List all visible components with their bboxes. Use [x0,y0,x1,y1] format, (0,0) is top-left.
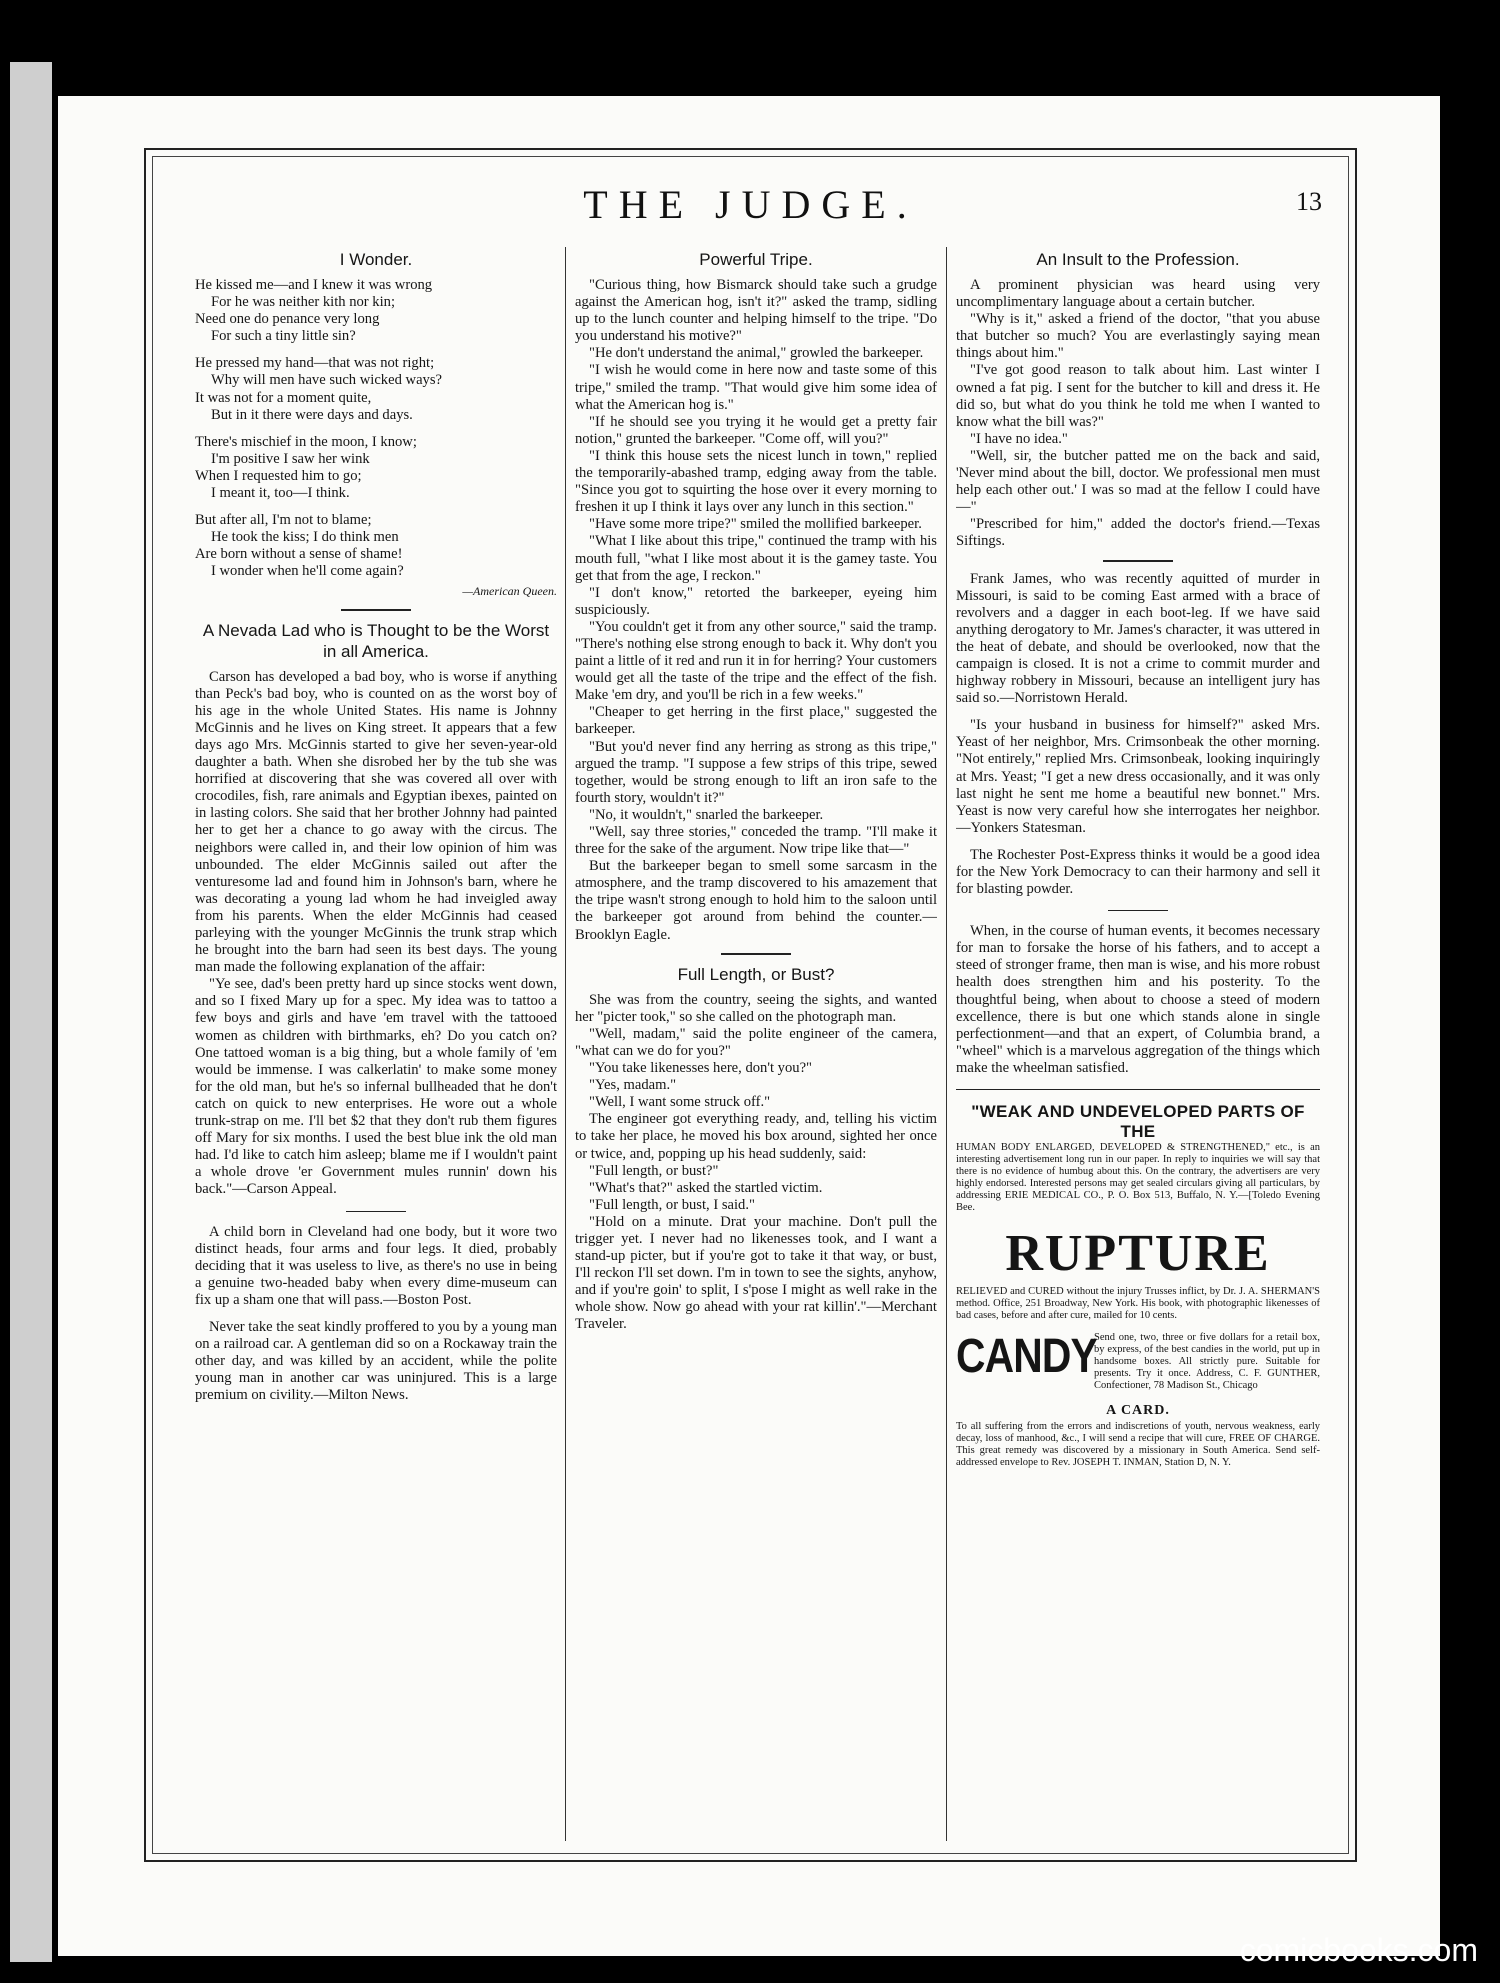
article-paragraph: "I wish he would come in here now and taste some of this tripe," smiled the tramp. "That would give him some idea of what the American hog is." [575,362,937,413]
article-paragraph: But the barkeeper began to smell some sarcasm in the atmosphere, and the tramp discovered to his amazement that the tripe wasn't strong enough to hold him to the saloon until the barkeeper got around from behind the counter.—Brooklyn Eagle. [575,858,937,943]
poem-line: I wonder when he'll come again? [211,563,404,580]
ad-card-body: To all suffering from the errors and indiscretions of youth, nervous weakness, early decay, loss of manhood, &c., I will send a recipe that will cure, FREE OF CHARGE. This great remedy was discovered by a missionary in South America. Send self-addressed envelope to Rev. JOSEPH T. INMAN, Station D, N. Y. [956,1421,1320,1469]
ad-weak-parts-headline: "WEAK AND UNDEVELOPED PARTS OF THE [971,1102,1305,1142]
yeast-paragraph: "Is your husband in business for himself?" asked Mrs. Yeast of her neighbor, Mrs. Crimsonbeak the other morning. "Not entirely," replied Mrs. Crimsonbeak, looking inquiringly at Mrs. Yeast; "I get a new dress occasionally, and it was only last night he sent me home a beautiful new bonnet." Mrs. Yeast is now very careful how she interrogates her neighbor.—Yonkers Statesman. [956,717,1320,836]
column-2 [575,249,937,1839]
ad-candy-headline: CANDY [956,1330,1097,1384]
separator-rule [341,609,411,611]
article-title: A Nevada Lad who is Thought to be the Worst in all America. [202,620,550,661]
article-title: Powerful Tripe. [699,250,813,269]
poem-line: It was not for a moment quite, [195,389,372,406]
article-paragraph: "Full length, or bust?" [589,1162,719,1179]
site-watermark: comicbooks.com [1239,1932,1478,1968]
poem-line: He took the kiss; I do think men [211,529,399,546]
separator-rule [956,1089,1320,1090]
article-paragraph: A prominent physician was heard using very uncomplimentary language about a certain butcher. [956,277,1320,311]
article-paragraph: "Cheaper to get herring in the first place," suggested the barkeeper. [575,704,937,738]
frank-james-paragraph: Frank James, who was recently aquitted of murder in Missouri, is said to be coming East armed with a brace of revolvers and a dagger in each boot-leg. If we have said anything derogatory to Mr. James's character, it was uttered in the heat of debate, and should be overlooked, now that the campaign is closed. It is not a crime to commit murder and highway robbery in Missouri, because an intelligent jury has said so.—Norristown Herald. [956,570,1320,707]
poem-line: I meant it, too—I think. [211,485,350,502]
poem-line: But after all, I'm not to blame; [195,512,372,529]
article-title: Full Length, or Bust? [677,964,835,984]
poem-line: Why will men have such wicked ways? [211,372,442,389]
article-paragraph: "You couldn't get it from any other source," said the tramp. "There's nothing else strong enough to back it. Why don't you paint a little of it red and run it in for herring? Your customers would get all the taste of the tripe and the effect of the fish. Make 'em dry, and you'll be rich in a few weeks." [575,618,937,704]
article-title: An Insult to the Profession. [1036,250,1240,269]
poem-line: When I requested him to go; [195,467,362,484]
ad-card-headline: A CARD. [1106,1403,1170,1419]
never-paragraph: Never take the seat kindly proffered to you by a young man on a railroad car. A gentleman did so on a Rockaway train the other day, and was killed by an accident, while the polite young man in another car was uninjured. This is a large premium on civility.—Milton News. [195,1318,557,1404]
article-paragraph: "No, it wouldn't," snarled the barkeeper. [589,806,824,823]
article-paragraph: "Have some more tripe?" smiled the mollified barkeeper. [589,516,922,533]
article-paragraph: "Ye see, dad's been pretty hard up since stocks went down, and so I fixed Mary up for a spec. My idea was to tattoo a few boys and girls and have 'em travel with the tattooed women as children with birthmarks, eh? Do you catch on? One tattoed woman is a big thing, but a whole family of 'em would be immense. I was calkerlatin' to make some money for the old man, but he's so infernal bullheaded that he don't catch on quick to new enterprises. He wore out a whole trunk-strap on me. I'll bet $2 that they don't rub them figures off Mary for six months. I used the best blue ink the old man had. I'd like to catch him asleep; blame me if I wouldn't paint a whole drove 'er Government mules runnin' down his back."—Carson Appeal. [195,976,557,1198]
column-rule [946,247,947,1841]
article-paragraph: "Hold on a minute. Drat your machine. Don't pull the trigger yet. I never had no likenesses took, and I want a stand-up picter, but if you're got to take it that way, or bust, I'll reckon I'll set down. I'm in town to see the sights, anyhow, and if you're goin' to split, I s'pose I might as well rake in the whole show. Now go ahead with your rat killin'."—Merchant Traveler. [575,1213,937,1333]
article-paragraph: "What I like about this tripe," continued the tramp with his mouth full, "what I like most about it is the gamey taste. You get that from the age, I reckon." [575,533,937,584]
article-paragraph: "I think this house sets the nicest lunch in town," replied the temporarily-abashed tramp, edging away from the table. "Since you got to squirting the hose over it every morning to freshen it up I think it lays over any lunch in this section." [575,447,937,516]
article-paragraph: "I don't know," retorted the barkeeper, eyeing him suspiciously. [575,584,937,618]
article-paragraph: "I have no idea." [970,430,1068,447]
poem-line: I'm positive I saw her wink [211,450,370,467]
column-3 [956,249,1320,1839]
article-paragraph: "If he should see you trying it he would get a pretty fair notion," grunted the barkeeper. "Come off, will you?" [575,413,937,447]
column-rule [565,247,566,1841]
poem-line: For such a tiny little sin? [211,328,356,345]
article-paragraph: "Yes, madam." [589,1077,677,1094]
ad-candy-body: Send one, two, three or five dollars for a retail box, by express, of the best candies in the world, put up in handsome boxes. All strictly pure. Suitable for presents. Try it once. Address, C. F. GUNTHER, Confectioner, 78 Madison St., Chicago [1094,1332,1320,1392]
page-number: 13 [1296,187,1322,216]
article-paragraph: "Prescribed for him," added the doctor's friend.—Texas Siftings. [956,516,1320,550]
separator-rule [721,953,791,955]
masthead-title: THE JUDGE. [583,182,918,227]
separator-rule [346,1211,406,1212]
article-paragraph: The engineer got everything ready, and, telling his victim to take her place, he moved his box around, sighted her once or twice, and, popping up his head suddenly, said: [575,1111,937,1162]
ad-weak-parts-body: HUMAN BODY ENLARGED, DEVELOPED & STRENGTHENED," etc., is an interesting advertisement long run in our paper. In reply to inquiries we will say that there is no evidence of humbug about this. On the contrary, the advertisers are very highly endorsed. Interested persons may get sealed circulars giving all particulars, by addressing ERIE MEDICAL CO., P. O. Box 513, Buffalo, N. Y.—[Toledo Evening Bee. [956,1142,1320,1214]
article-paragraph: "Well, sir, the butcher patted me on the back and said, 'Never mind about the bill, doctor. We professional men must help each other out.' I was so mad at the fellow I could have—" [956,447,1320,516]
column-1 [195,249,557,1839]
article-paragraph: "I've got good reason to talk about him. Last winter I owned a fat pig. I sent for the butcher to kill and dress it. He did so, but what do you think he told me when I wanted to know what the bill was?" [956,362,1320,430]
article-paragraph: "Well, I want some struck off." [589,1094,771,1111]
child-paragraph: A child born in Cleveland had one body, but it wore two distinct heads, four arms and four legs. It died, probably deciding that it was useless to live, as there's no use in being a genuine two-headed baby when every dime-museum can fix up a sham one that will pass.—Boston Post. [195,1223,557,1308]
article-paragraph: "He don't understand the animal," growled the barkeeper. [589,345,924,362]
poem-line: He pressed my hand—that was not right; [195,355,435,372]
poem-stanza [195,355,557,423]
poem-line: For he was neither kith nor kin; [211,294,396,311]
article-paragraph: "But you'd never find any herring as strong as this tripe," argued the tramp. "I suppose a few strips of this tripe, sewed together, would be strong enough to lift an iron safe to the fourth story, wouldn't it?" [575,738,937,806]
ad-rupture-body: RELIEVED and CURED without the injury Trusses inflict, by Dr. J. A. SHERMAN'S method. Office, 251 Broadway, New York. His book, with photographic likenesses of bad cases, before and after cure, mailed for 10 cents. [956,1286,1320,1322]
article-paragraph: "Curious thing, how Bismarck should take such a grudge against the American hog, isn't it?" asked the tramp, sidling up to the lunch counter and helping himself to the tripe. "Do you understand his motive?" [575,277,937,345]
poem-stanza [195,277,557,345]
poem-line: But in it there were days and days. [211,406,413,423]
poem-stanza [195,434,557,502]
article-paragraph: "What's that?" asked the startled victim. [589,1179,823,1196]
poem-title: I Wonder. [339,250,413,269]
article-paragraph: "You take likenesses here, don't you?" [589,1060,813,1077]
inner-frame [152,156,1349,1854]
ad-rupture-headline: RUPTURE [1005,1225,1271,1283]
poem-source: —American Queen. [462,583,557,598]
columbia-wheel-paragraph: When, in the course of human events, it becomes necessary for man to forsake the horse of his fathers, and to accept a steed of stronger frame, then man is wise, and his more robust health does strengthen him and his posterity. To the thoughtful being, when about to choose a steed of modern excellence, there is but one which stands alone in single perfectionment—and that an expert, of Columbia brand, a "wheel" which is a marvelous aggregation of the things which make the wheelman satisfied. [956,923,1320,1076]
article-paragraph: Carson has developed a bad boy, who is worse if anything than Peck's bad boy, who is counted on as the worst boy of his age in the whole United States. His name is Johnny McGinnis and he lives on King street. It appears that a few days ago Mrs. McGinnis started to give her seven-year-old daughter a bath. When she disrobed her by the tub she was horrified at discovering that she was covered all over with crocodiles, fish, rare animals and Egyptian ibexes, painted on in lasting colors. She said that her brother Johnny had painted her to get her a chance to go away with the circus. The neighbors were called in, and their low opinion of him was unbounded. The elder McGinnis sailed out after the venturesome lad and found him in Johnson's barn, where he was decorating a young lad whom he had inveigled away from his parents. When the elder McGinnis had ceased parleying with the younger McGinnis the trunk strap which he brought into the barn had seen its best days. The young man made the following explanation of the affair: [195,668,557,976]
poem-line: There's mischief in the moon, I know; [195,433,417,450]
ad-candy [956,1332,1320,1392]
article-paragraph: "Well, say three stories," conceded the tramp. "I'll make it three for the sake of the argument. Now tripe like that—" [575,824,937,858]
separator-rule [1108,910,1168,911]
separator-rule [1103,560,1173,562]
poem-line: Are born without a sense of shame! [195,546,403,563]
poem-line: He kissed me—and I knew it was wrong [195,277,433,293]
article-paragraph: "Full length, or bust, I said." [589,1196,755,1213]
article-paragraph: "Well, madam," said the polite engineer of the camera, "what can we do for you?" [575,1025,937,1059]
facing-page-edge [10,62,52,1962]
article-paragraph: She was from the country, seeing the sights, and wanted her "picter took," so she called on the photograph man. [575,991,937,1025]
article-paragraph: "Why is it," asked a friend of the doctor, "that you abuse that butcher so much? You are everlastingly saying mean things about him." [956,311,1320,362]
poem-line: Need one do penance very long [195,311,380,328]
page-frame [144,148,1357,1862]
rochester-paragraph: The Rochester Post-Express thinks it would be a good idea for the New York Democracy to can their harmony and sell it for blasting powder. [956,846,1320,898]
poem-stanza [195,512,557,580]
